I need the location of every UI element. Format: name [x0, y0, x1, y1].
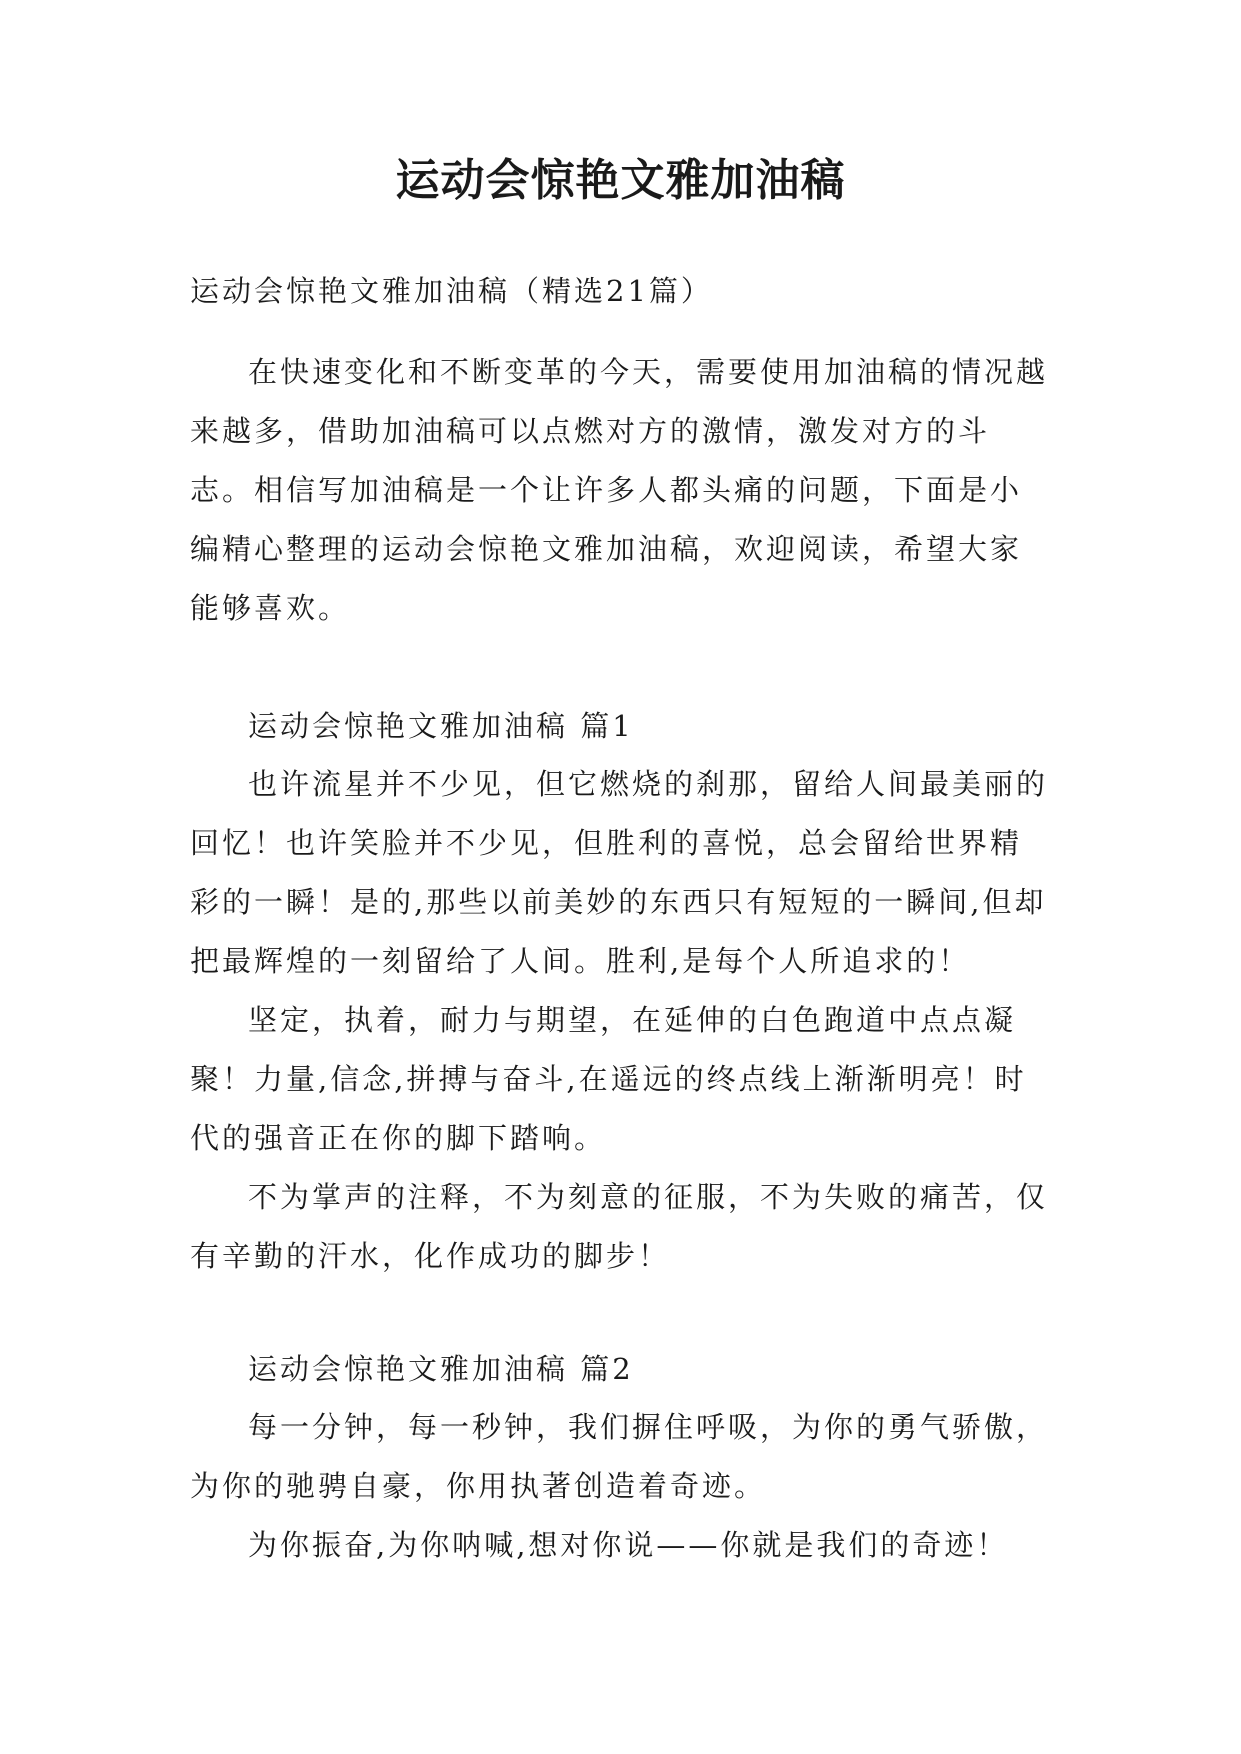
section-1-paragraph-3: 不为掌声的注释，不为刻意的征服，不为失败的痛苦，仅有辛勤的汗水，化作成功的脚步！ — [190, 1180, 1049, 1273]
section-2-paragraph-2: 为你振奋,为你呐喊,想对你说——你就是我们的奇迹！ — [248, 1528, 1009, 1562]
section-1-paragraph-2: 坚定，执着，耐力与期望，在延伸的白色跑道中点点凝聚！力量,信念,拼搏与奋斗,在遥远的终点线上渐渐明亮！时代的强音正在你的脚下踏响。 — [190, 1003, 1027, 1155]
document-subtitle: 运动会惊艳文雅加油稿（精选21篇） — [190, 274, 713, 308]
document-title: 运动会惊艳文雅加油稿 — [395, 155, 846, 206]
section-2-paragraph-1: 每一分钟，每一秒钟，我们摒住呼吸，为你的勇气骄傲，为你的驰骋自豪，你用执著创造着奇迹。 — [190, 1410, 1049, 1503]
section-1-paragraph-1: 也许流星并不少见，但它燃烧的刹那，留给人间最美丽的回忆！也许笑脸并不少见，但胜利的喜悦，总会留给世界精彩的一瞬！是的,那些以前美妙的东西只有短短的一瞬间,但却把最辉煌的一刻留给了人间。胜利,是每个人所追求的！ — [190, 767, 1049, 978]
section-heading-1: 运动会惊艳文雅加油稿 篇1 — [248, 709, 634, 743]
section-heading-2: 运动会惊艳文雅加油稿 篇2 — [248, 1352, 634, 1386]
intro-paragraph: 在快速变化和不断变革的今天，需要使用加油稿的情况越来越多，借助加油稿可以点燃对方的激情，激发对方的斗志。相信写加油稿是一个让许多人都头痛的问题，下面是小编精心整理的运动会惊艳文雅加油稿，欢迎阅读，希望大家能够喜欢。 — [190, 355, 1049, 625]
